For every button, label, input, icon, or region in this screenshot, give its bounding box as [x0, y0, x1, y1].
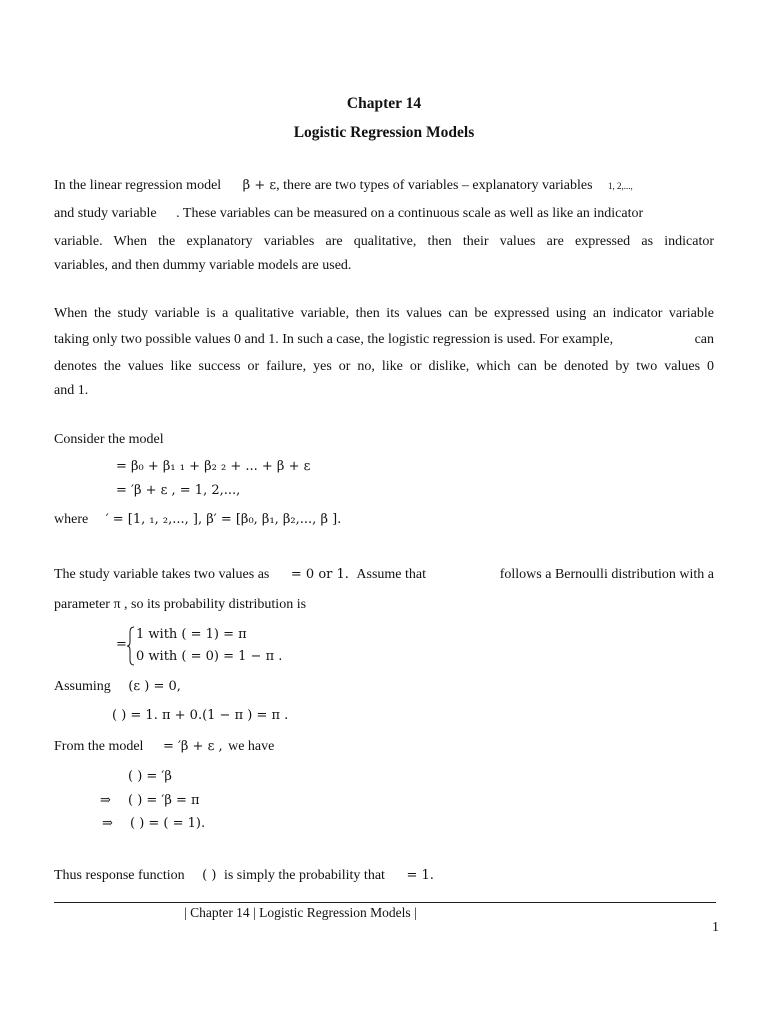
model-where-label: where — [54, 512, 89, 527]
intro-text-continuous: . These variables can be measured on a continuous scale as well as like an indicator — [176, 206, 644, 221]
derivation-text-a: From the model — [54, 739, 144, 754]
page-number: 1 — [712, 920, 719, 935]
piecewise-case-1: 1 with ( = 1) = π — [136, 627, 247, 642]
derivation-text-b: we have — [228, 739, 275, 754]
intro-line-3: variable. When the explanatory variables are qualitative, then their values are expressed as indicator — [54, 234, 714, 249]
intro-math-beta-eps: β + ε — [242, 178, 277, 193]
intro-text-b: , there are two types of variables – explanatory variables — [276, 178, 593, 193]
brace-path — [127, 627, 134, 665]
bernoulli-math-values: = 0 or 1. — [290, 567, 349, 582]
piecewise-case-2: 0 with ( = 0) = 1 − π . — [136, 649, 283, 664]
assuming-line — [54, 679, 714, 695]
model-equation-2: = ′β + ε , = 1, 2,..., — [116, 483, 241, 498]
intro-line-1 — [54, 178, 714, 194]
intro-text-a: In the linear regression model — [54, 178, 222, 193]
qual-line-2 — [54, 332, 714, 348]
qual-text-can: can — [694, 332, 714, 347]
model-where-equation: ′ = [1, ₁, ₂,..., ], β′ = [β₀, β₁, β₂,..., β ]. — [105, 512, 342, 527]
qual-line-4: and 1. — [54, 383, 89, 398]
model-intro: Consider the model — [54, 432, 164, 447]
conclusion-math-end: = 1. — [406, 868, 434, 883]
derivation-intro — [54, 739, 714, 755]
intro-line-4: variables, and then dummy variable models are used. — [54, 258, 352, 273]
intro-text-study: and study variable — [54, 206, 157, 221]
piecewise-brace — [126, 626, 136, 666]
qual-text-a: taking only two possible values 0 and 1. In such a case, the logistic regression is used. For example, — [54, 332, 614, 347]
conclusion-math: ( ) — [202, 868, 217, 883]
conclusion-text-b: is simply the probability that — [223, 868, 385, 883]
derivation-arrow-3: ⇒ — [102, 816, 113, 831]
bernoulli-text-assume: Assume that — [356, 567, 427, 582]
chapter-label: Chapter 14 — [346, 95, 422, 112]
derivation-step-1: ( ) = ′β — [128, 769, 172, 784]
expectation-equation: ( ) = 1. π + 0.(1 − π ) = π . — [112, 708, 289, 723]
qual-line-3: denotes the values like success or failure, yes or no, like or dislike, which can be denoted by two values 0 — [54, 359, 714, 374]
bernoulli-text-follows: follows a Bernoulli distribution with a — [499, 567, 714, 582]
intro-subscripts: 1, 2,..., — [608, 181, 633, 191]
qual-line-1: When the study variable is a qualitative variable, then its values can be expressed using an indicator variable — [54, 306, 714, 321]
derivation-step-3: ( ) = ( = 1). — [130, 816, 206, 831]
bernoulli-line-2: parameter π , so its probability distribution is — [54, 597, 307, 612]
footer-rule — [54, 902, 716, 903]
chapter-title: Logistic Regression Models — [293, 124, 475, 141]
assuming-equation: (ε ) = 0, — [128, 679, 181, 694]
conclusion-line — [54, 868, 714, 884]
conclusion-text-a: Thus response function — [54, 868, 185, 883]
model-where-line — [54, 512, 714, 528]
piecewise-equals: = — [116, 637, 127, 652]
assuming-label: Assuming — [54, 679, 111, 694]
derivation-model-eq: = ′β + ε , — [162, 739, 223, 754]
derivation-step-2: ( ) = ′β = π — [128, 793, 200, 808]
bernoulli-text-a: The study variable takes two values as — [54, 567, 270, 582]
derivation-arrow-2: ⇒ — [100, 793, 111, 808]
footer-text: | Chapter 14 | Logistic Regression Models | — [184, 905, 417, 920]
model-equation-1: = β₀ + β₁ ₁ + β₂ ₂ + ... + β + ε — [116, 459, 311, 474]
intro-line-2 — [54, 206, 714, 222]
bernoulli-line-1 — [54, 567, 714, 583]
